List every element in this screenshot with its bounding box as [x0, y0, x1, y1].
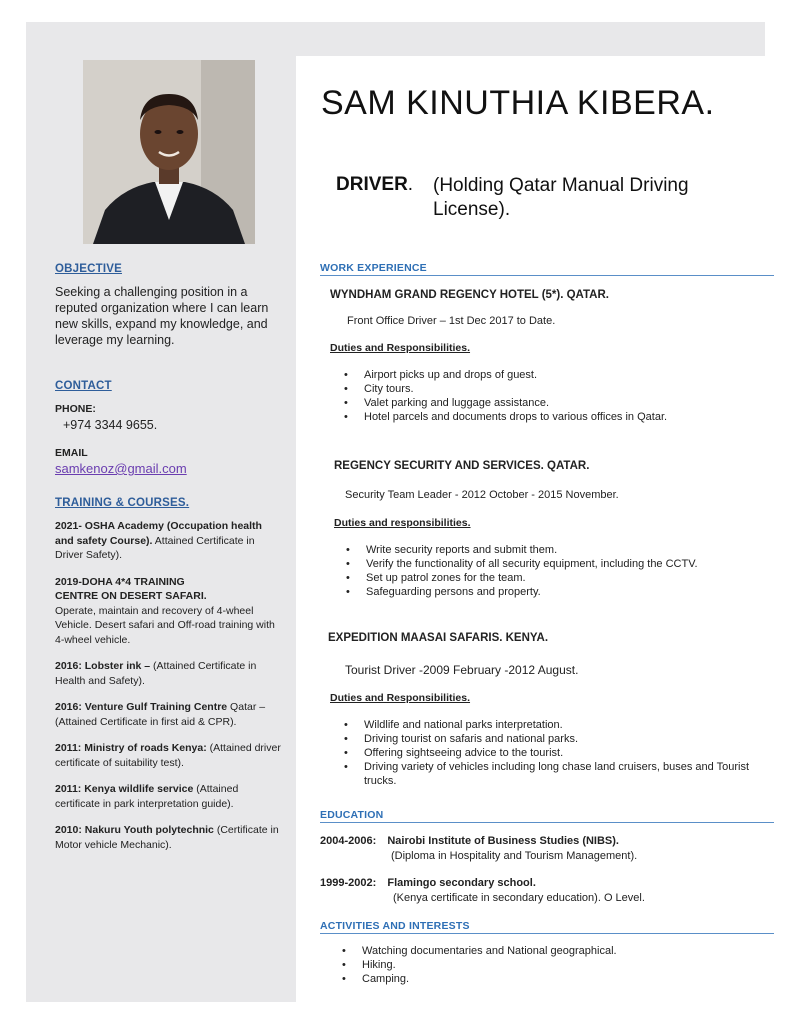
- role-title: DRIVER: [336, 174, 408, 195]
- list-item: • Hiking.: [336, 958, 770, 972]
- training-item-text: (Attained certificate in park interpretation guide).: [55, 783, 239, 810]
- list-item: • Driving tourist on safaris and national parks.: [338, 732, 770, 746]
- job-duties-list: [328, 718, 770, 788]
- job-duties-label: Duties and Responsibilities.: [330, 342, 471, 354]
- training-item-text: Attained Certificate in Driver Safety).: [55, 534, 255, 561]
- education-entry: [320, 834, 770, 863]
- list-item: • Wildlife and national parks interpretation.: [338, 718, 770, 732]
- job-entry: [328, 631, 770, 788]
- job-entry: [334, 459, 770, 599]
- header-band: [26, 22, 765, 56]
- training-item: [55, 700, 283, 729]
- education-school: Nairobi Institute of Business Studies (NIBS).: [387, 835, 619, 847]
- list-item: • Camping.: [336, 972, 770, 986]
- job-position: Tourist Driver -2009 February -2012 August.: [345, 663, 579, 677]
- job-duties-label: Duties and responsibilities.: [334, 517, 471, 529]
- activities-section: [336, 944, 770, 986]
- role-title-suffix: .: [407, 174, 414, 195]
- list-item: • Set up patrol zones for the team.: [340, 571, 770, 585]
- training-item: [55, 519, 283, 563]
- training-item: [55, 741, 283, 770]
- job-position: Security Team Leader - 2012 October - 2015 November.: [345, 489, 619, 501]
- training-heading: TRAINING & COURSES.: [55, 497, 190, 509]
- job-duties-list: [330, 368, 698, 424]
- education-detail: (Diploma in Hospitality and Tourism Management).: [391, 850, 638, 862]
- objective-section: [55, 262, 285, 348]
- training-item-text: (Certificate in Motor vehicle Mechanic).: [55, 824, 279, 851]
- list-item: • Driving variety of vehicles including long chase land cruisers, buses and Tourist trucks.: [338, 760, 770, 788]
- list-item: • Watching documentaries and National geographical.: [336, 944, 770, 958]
- objective-heading: OBJECTIVE: [55, 263, 122, 275]
- training-item-text: Operate, maintain and recovery of 4-wheel Vehicle. Desert safari and Off-road training with 4-wheel vehicle.: [55, 604, 275, 646]
- contact-section: [55, 379, 285, 476]
- job-duties-label: Duties and Responsibilities.: [330, 692, 471, 704]
- training-item: [55, 659, 283, 688]
- training-item-title: 2019-DOHA 4*4 TRAINING CENTRE ON DESERT SAFARI.: [55, 575, 207, 602]
- education-years: 1999-2002:: [320, 877, 377, 889]
- training-item-title: 2021- OSHA Academy (Occupation health and safety Course).: [55, 520, 262, 547]
- training-item-text: (Attained driver certificate of suitability test).: [55, 742, 281, 769]
- education-school: Flamingo secondary school.: [387, 877, 536, 889]
- education-entry: [320, 876, 770, 905]
- profile-photo: [83, 60, 255, 244]
- training-item-text: (Attained Certificate in Health and Safety).: [55, 660, 257, 687]
- work-experience-heading: WORK EXPERIENCE: [320, 262, 774, 276]
- training-item-title: 2010: Nakuru Youth polytechnic: [55, 824, 214, 836]
- email-label: EMAIL: [55, 447, 88, 459]
- list-item: • Verify the functionality of all security equipment, including the CCTV.: [340, 557, 770, 571]
- phone-value: +974 3344 9655.: [63, 418, 158, 432]
- contact-heading: CONTACT: [55, 380, 112, 392]
- phone-label: PHONE:: [55, 403, 96, 415]
- education-heading: EDUCATION: [320, 809, 774, 823]
- training-item-title: 2011: Kenya wildlife service: [55, 783, 194, 795]
- list-item: • Airport picks up and drops of guest.: [338, 368, 698, 382]
- activities-heading: ACTIVITIES AND INTERESTS: [320, 920, 774, 934]
- list-item: • City tours.: [338, 382, 698, 396]
- list-item: • Offering sightseeing advice to the tourist.: [338, 746, 770, 760]
- training-item-text: Qatar – (Attained Certificate in first aid & CPR).: [55, 701, 266, 728]
- training-item-title: 2016: Venture Gulf Training Centre: [55, 701, 228, 713]
- candidate-name: SAM KINUTHIA KIBERA.: [321, 84, 715, 122]
- list-item: • Valet parking and luggage assistance.: [338, 396, 698, 410]
- list-item: • Write security reports and submit them.: [340, 543, 770, 557]
- job-position: Front Office Driver – 1st Dec 2017 to Date.: [347, 315, 556, 327]
- training-section: [55, 496, 283, 852]
- training-item-title: 2011: Ministry of roads Kenya:: [55, 742, 207, 754]
- list-item: • Safeguarding persons and property.: [340, 585, 770, 599]
- training-item: [55, 575, 283, 648]
- job-employer: EXPEDITION MAASAI SAFARIS. KENYA.: [328, 632, 549, 644]
- training-item-title: 2016: Lobster ink –: [55, 660, 151, 672]
- email-link[interactable]: samkenoz@gmail.com: [55, 461, 187, 476]
- role-description: (Holding Qatar Manual Driving License).: [433, 175, 689, 220]
- training-item: [55, 782, 283, 811]
- job-entry: [330, 288, 770, 424]
- objective-text: Seeking a challenging position in a reputed organization where I can learn new skills, expand my knowledge, and leverage my learning.: [55, 285, 269, 347]
- activities-list: [336, 944, 770, 986]
- list-item: • Hotel parcels and documents drops to various offices in Qatar.: [338, 410, 698, 424]
- education-detail: (Kenya certificate in secondary education). O Level.: [393, 892, 645, 904]
- training-item: [55, 823, 283, 852]
- role-line: [336, 174, 413, 196]
- education-years: 2004-2006:: [320, 835, 377, 847]
- job-duties-list: [334, 543, 770, 599]
- job-employer: WYNDHAM GRAND REGENCY HOTEL (5*). QATAR.: [330, 289, 609, 301]
- job-employer: REGENCY SECURITY AND SERVICES. QATAR.: [334, 460, 590, 472]
